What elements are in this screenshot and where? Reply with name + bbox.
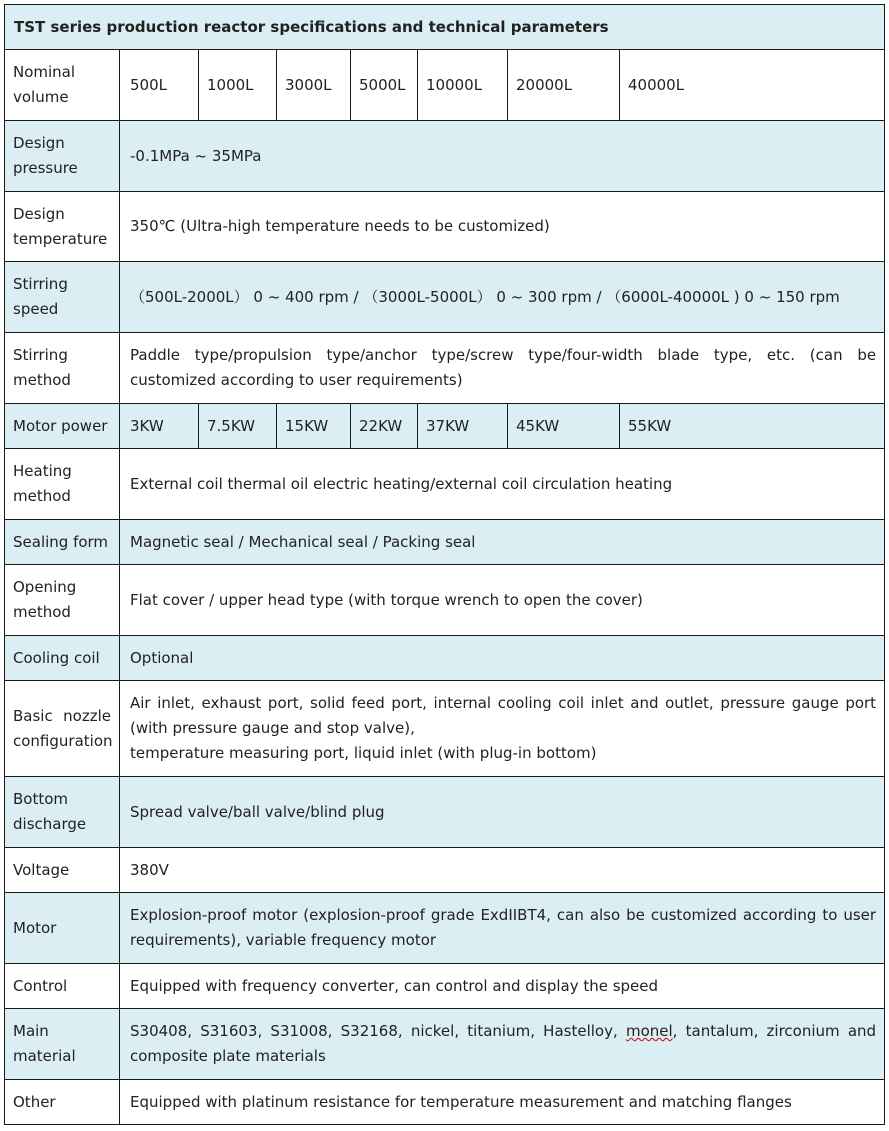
label-motor: Motor <box>5 893 120 964</box>
row-stirring-method <box>5 333 885 404</box>
value-control: Equipped with frequency converter, can control and display the speed <box>120 964 885 1009</box>
row-other <box>5 1080 885 1125</box>
value-cooling-coil: Optional <box>120 636 885 681</box>
row-bottom-discharge <box>5 777 885 848</box>
value-motor: Explosion-proof motor (explosion-proof grade ExdIIBT4, can also be customized according to user requirements), variable frequency motor <box>120 893 885 964</box>
label-voltage: Voltage <box>5 848 120 893</box>
spellcheck-marked-word: monel <box>625 1022 673 1040</box>
label-basic-nozzle: Basic nozzle configuration <box>5 681 120 777</box>
label-heating-method: Heating method <box>5 449 120 520</box>
value-basic-nozzle <box>120 681 885 777</box>
volume-500l: 500L <box>120 50 199 121</box>
row-control <box>5 964 885 1009</box>
row-stirring-speed <box>5 262 885 333</box>
value-design-temperature: 350℃ (Ultra-high temperature needs to be customized) <box>120 192 885 262</box>
label-motor-power: Motor power <box>5 404 120 449</box>
power-22kw: 22KW <box>351 404 418 449</box>
power-55kw: 55KW <box>620 404 885 449</box>
row-nominal-volume <box>5 50 885 121</box>
row-sealing-form <box>5 520 885 565</box>
label-cooling-coil: Cooling coil <box>5 636 120 681</box>
row-design-temperature <box>5 192 885 262</box>
value-design-pressure: -0.1MPa ~ 35MPa <box>120 121 885 192</box>
value-heating-method: External coil thermal oil electric heating/external coil circulation heating <box>120 449 885 520</box>
value-stirring-method: Paddle type/propulsion type/anchor type/screw type/four-width blade type, etc. (can be customized according to user requirements) <box>120 333 885 404</box>
table-title: TST series production reactor specifications and technical parameters <box>5 5 885 50</box>
row-motor <box>5 893 885 964</box>
volume-40000l: 40000L <box>620 50 885 121</box>
label-nominal-volume: Nominal volume <box>5 50 120 121</box>
label-other: Other <box>5 1080 120 1125</box>
value-voltage: 380V <box>120 848 885 893</box>
label-opening-method: Opening method <box>5 565 120 636</box>
value-sealing-form: Magnetic seal / Mechanical seal / Packing seal <box>120 520 885 565</box>
power-15kw: 15KW <box>277 404 351 449</box>
volume-20000l: 20000L <box>508 50 620 121</box>
label-design-temperature: Design temperature <box>5 192 120 262</box>
row-heating-method <box>5 449 885 520</box>
value-other: Equipped with platinum resistance for temperature measurement and matching flanges <box>120 1080 885 1125</box>
power-37kw: 37KW <box>418 404 508 449</box>
spec-table <box>4 4 885 1125</box>
row-opening-method <box>5 565 885 636</box>
power-45kw: 45KW <box>508 404 620 449</box>
value-stirring-speed: （500L-2000L） 0 ~ 400 rpm / （3000L-5000L） 0 ~ 300 rpm / （6000L-40000L ) 0 ~ 150 rpm <box>120 262 885 333</box>
label-bottom-discharge: Bottom discharge <box>5 777 120 848</box>
value-bottom-discharge: Spread valve/ball valve/blind plug <box>120 777 885 848</box>
value-basic-nozzle-line2: temperature measuring port, liquid inlet (with plug-in bottom) <box>130 744 597 762</box>
value-main-material <box>120 1009 885 1080</box>
volume-3000l: 3000L <box>277 50 351 121</box>
main-material-text-1: S30408, S31603, S31008, S32168, nickel, titanium, Hastelloy, <box>130 1022 626 1040</box>
title-row <box>5 5 885 50</box>
row-cooling-coil <box>5 636 885 681</box>
label-design-pressure: Design pressure <box>5 121 120 192</box>
power-3kw: 3KW <box>120 404 199 449</box>
label-sealing-form: Sealing form <box>5 520 120 565</box>
row-basic-nozzle <box>5 681 885 777</box>
volume-1000l: 1000L <box>199 50 277 121</box>
label-control: Control <box>5 964 120 1009</box>
power-7-5kw: 7.5KW <box>199 404 277 449</box>
volume-5000l: 5000L <box>351 50 418 121</box>
label-stirring-method: Stirring method <box>5 333 120 404</box>
label-main-material: Main material <box>5 1009 120 1080</box>
main-material-text-2: , tantalum, zirconium and composite plate materials <box>130 1022 877 1065</box>
row-design-pressure <box>5 121 885 192</box>
label-stirring-speed: Stirring speed <box>5 262 120 333</box>
row-voltage <box>5 848 885 893</box>
value-basic-nozzle-line1: Air inlet, exhaust port, solid feed port, internal cooling coil inlet and outlet, pressure gauge port (with pressure gauge and stop valve), <box>130 694 877 737</box>
volume-10000l: 10000L <box>418 50 508 121</box>
value-opening-method: Flat cover / upper head type (with torque wrench to open the cover) <box>120 565 885 636</box>
row-main-material <box>5 1009 885 1080</box>
row-motor-power <box>5 404 885 449</box>
